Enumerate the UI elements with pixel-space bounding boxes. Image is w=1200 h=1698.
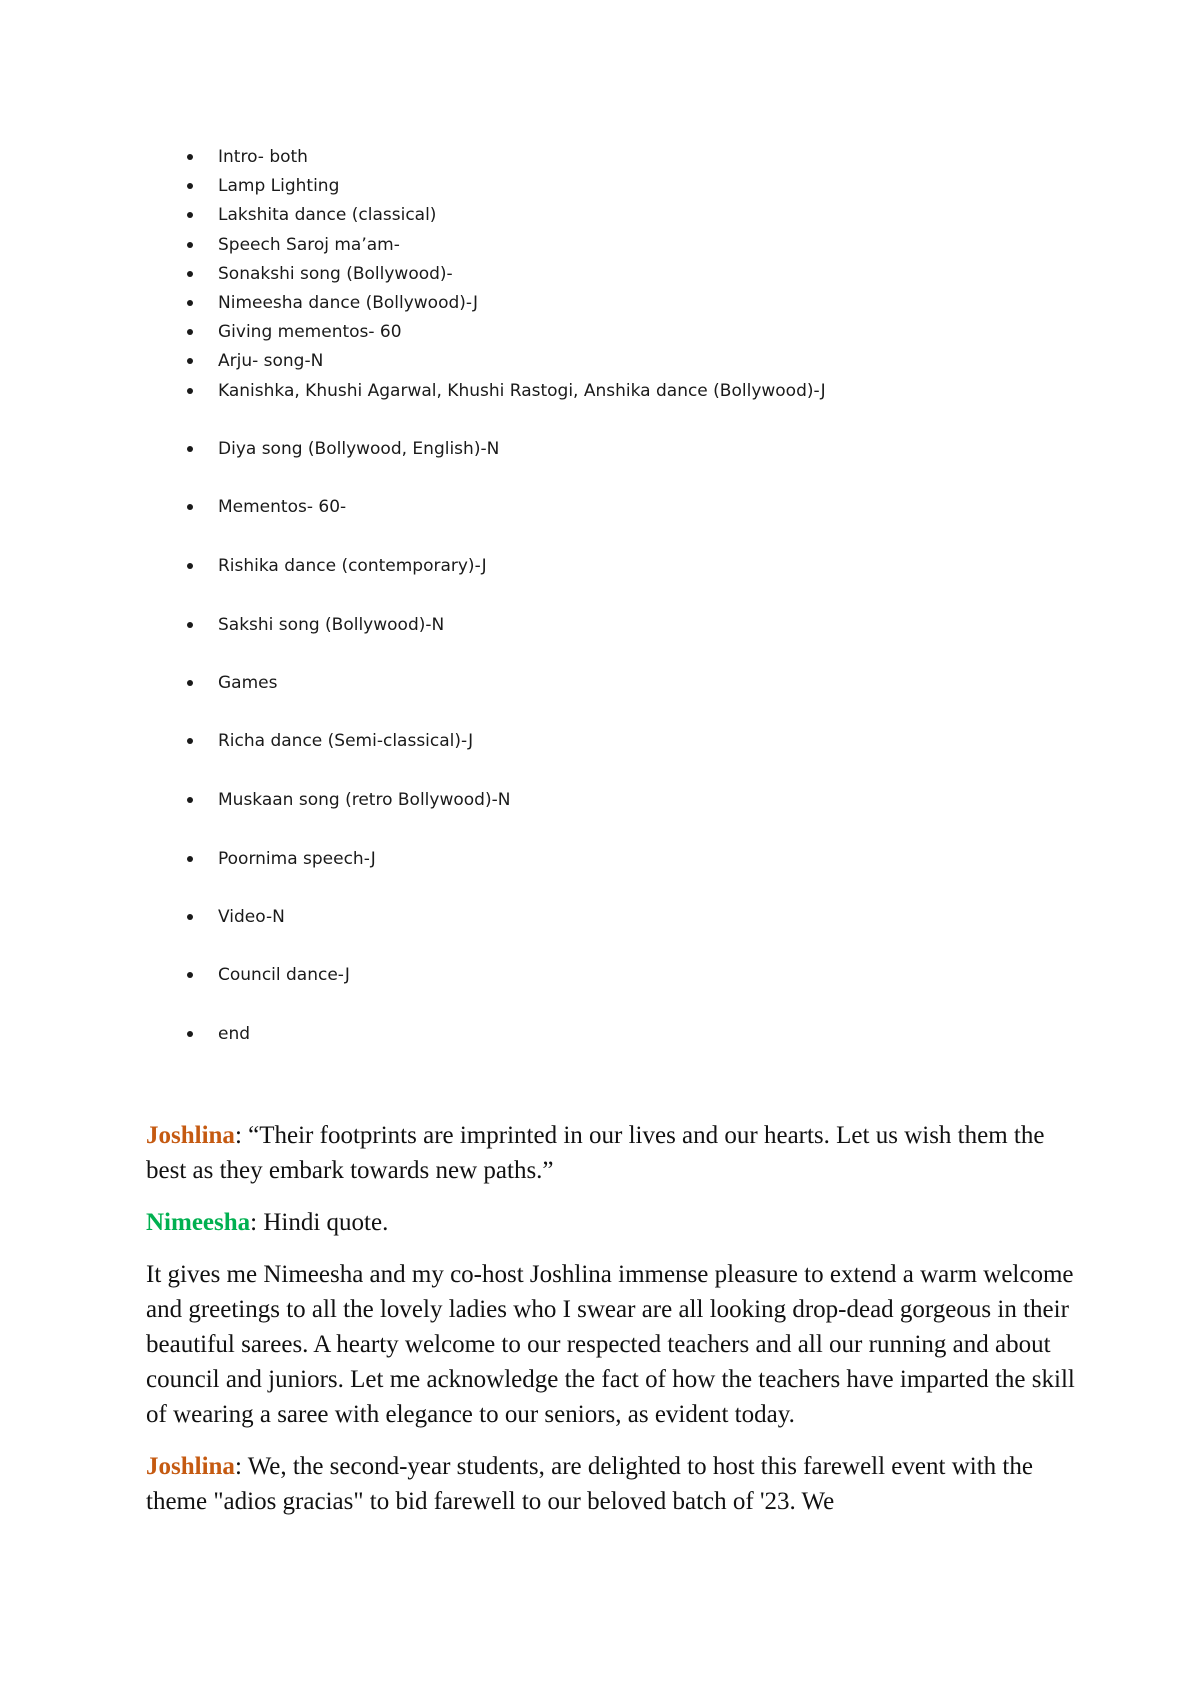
bullet-icon [187, 388, 193, 394]
bullet-icon [187, 329, 193, 335]
paragraph-text: “Their footprints are imprinted in our lives and our hearts. Let us wish them the best as they embark towards new paths.” [146, 1122, 1045, 1184]
bullet-icon [187, 1031, 193, 1037]
bullet-icon [187, 856, 193, 862]
bullet-icon [187, 680, 193, 686]
speaker-separator: : [250, 1209, 258, 1236]
bullet-icon [187, 358, 193, 364]
bullet-icon [187, 271, 193, 277]
speaker-separator: : [234, 1453, 242, 1480]
bullet-icon [187, 300, 193, 306]
paragraph-joshlina-quote [146, 1118, 1076, 1188]
bullet-icon [187, 446, 193, 452]
paragraph-welcome [146, 1257, 1076, 1432]
speaker-name: Joshlina [146, 1453, 235, 1480]
bullet-icon [187, 797, 193, 803]
speaker-separator: : [234, 1122, 242, 1149]
bullet-icon [187, 738, 193, 744]
paragraph-nimeesha-quote [146, 1205, 1076, 1240]
document-page: Intro- both Lamp Lighting Lakshita dance (classical) Speech Saroj ma’am- Sonakshi song (Bollywood)- Nimeesha dance (Bollywood)-J Giving mementos- 60 Arju- song-N Kanishka, Khushi Agarwal, Khushi Rastogi, Anshika dance (Bollywood)-J Diya song (Bollywood, English)-N Mementos- 60- Rishika dance (contemporary)-J Sakshi song (Bollywood)-N Games Richa dance (Semi-classical)-J Muskaan song (retro Bollywood)-N Poornima speech-J Video-N Council dance-J end Joshlina: “Their footprints are imprinted in our lives and our hearts. Let us wish them the best as they embark towards new paths.” Nimeesha: Hindi quote. It gives me Nimeesha and my co-host Joshlina immense pleasure to extend a warm welcome and greetings to all the lovely ladies who I swear are all looking drop-dead gorgeous in their beautiful sarees. A hearty welcome to our respected teachers and all our running and about council and juniors. Let me acknowledge the fact of how the teachers have imparted the skill of wearing a saree with elegance to our seniors, as evident today. Joshlina: We, the second-year students, are delighted to host this farewell event with the theme "adios gracias" to bid farewell to our beloved batch of '23. We [0, 0, 1200, 1698]
bullet-icon [187, 972, 193, 978]
bullet-icon [187, 212, 193, 218]
script-body [146, 1118, 1076, 1536]
bullet-icon [187, 183, 193, 189]
bullet-icon [187, 242, 193, 248]
paragraph-text: Hindi quote. [257, 1209, 389, 1236]
bullet-icon [187, 504, 193, 510]
bullet-icon [187, 914, 193, 920]
bullet-icon [187, 154, 193, 160]
paragraph-text: It gives me Nimeesha and my co-host Joshlina immense pleasure to extend a warm welcome and greetings to all the lovely ladies who I swear are all looking drop-dead gorgeous in their beautiful sarees. A hearty welcome to our respected teachers and all our running and about council and juniors. Let me acknowledge the fact of how the teachers have imparted the skill of wearing a saree with elegance to our seniors, as evident today. [146, 1261, 1075, 1428]
paragraph-text: We, the second-year students, are delighted to host this farewell event with the theme "adios gracias" to bid farewell to our beloved batch of '23. We [146, 1453, 1033, 1515]
bullet-icon [187, 563, 193, 569]
bullet-icon [187, 622, 193, 628]
speaker-name: Joshlina [146, 1122, 235, 1149]
speaker-name: Nimeesha [146, 1209, 251, 1236]
paragraph-joshlina-host [146, 1449, 1076, 1519]
